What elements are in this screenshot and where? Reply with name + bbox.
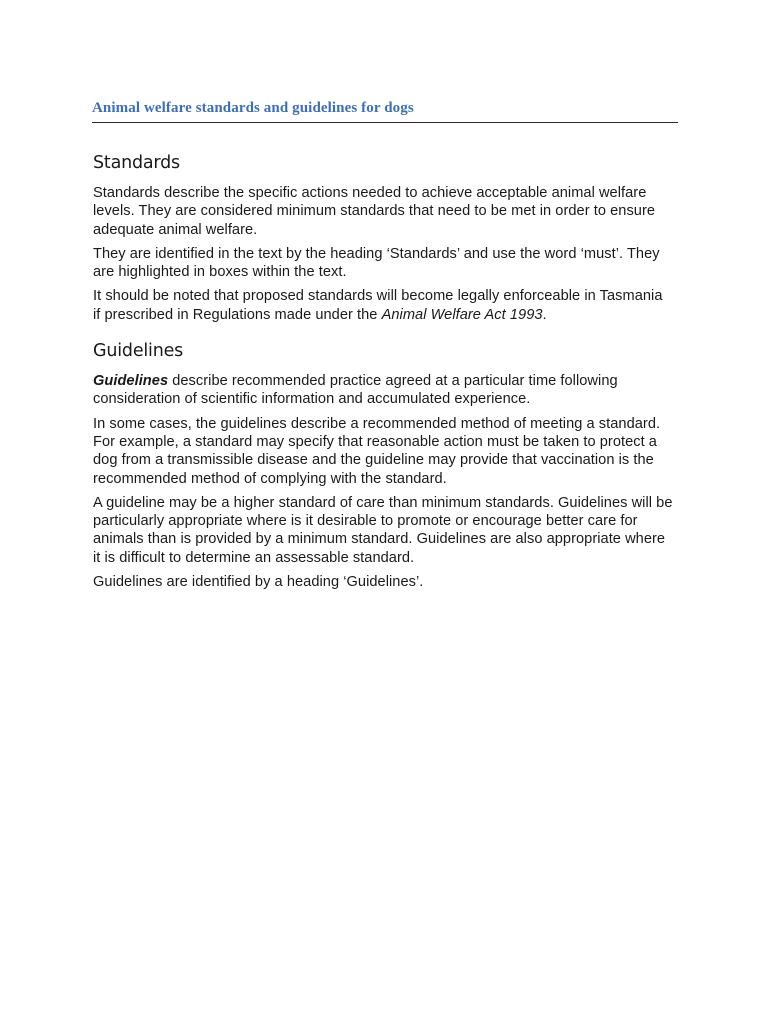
standards-paragraph-3-text: It should be noted that proposed standards will become legally enforceable in Tasmania if prescribed in Regulations made under the (93, 288, 663, 323)
guidelines-paragraph-2: In some cases, the guidelines describe a recommended method of meeting a standard. For example, a standard may specify that reasonable action must be taken to protect a dog from a transmissible disease and the guideline may provide that vaccination is the recommended method of complying with the standard. (93, 415, 661, 487)
guidelines-term: Guidelines (93, 373, 169, 390)
standards-paragraph-2: They are identified in the text by the heading ‘Standards’ and use the word ‘must’. They are highlighted in boxes within the text. (93, 245, 660, 281)
header-title: Animal welfare standards and guidelines for dogs (92, 100, 414, 116)
standards-section (93, 150, 673, 324)
guidelines-section (93, 338, 673, 591)
page-header (92, 98, 678, 123)
guidelines-paragraph-3: A guideline may be a higher standard of care than minimum standards. Guidelines will be particularly appropriate where is it desirable to promote or encourage better care for animals than is provided by a minimum standard. Guidelines are also appropriate where it is difficult to determine an assessable standard. (93, 494, 673, 566)
standards-paragraph-3-end: . (542, 306, 547, 323)
document-body (93, 150, 673, 597)
standards-paragraph-3 (93, 287, 673, 324)
guidelines-paragraph-4: Guidelines are identified by a heading ‘Guidelines’. (93, 574, 424, 591)
standards-paragraph-1: Standards describe the specific actions needed to achieve acceptable animal welfare levels. They are considered minimum standards that need to be met in order to ensure adequate animal welfare. (93, 185, 656, 238)
act-title: Animal Welfare Act 1993 (381, 306, 543, 323)
standards-heading: Standards (93, 153, 180, 173)
guidelines-paragraph-1-text: describe recommended practice agreed at a particular time following consideration of scientific information and accumulated experience. (93, 373, 618, 408)
guidelines-heading: Guidelines (93, 341, 184, 362)
guidelines-paragraph-1 (93, 372, 673, 409)
